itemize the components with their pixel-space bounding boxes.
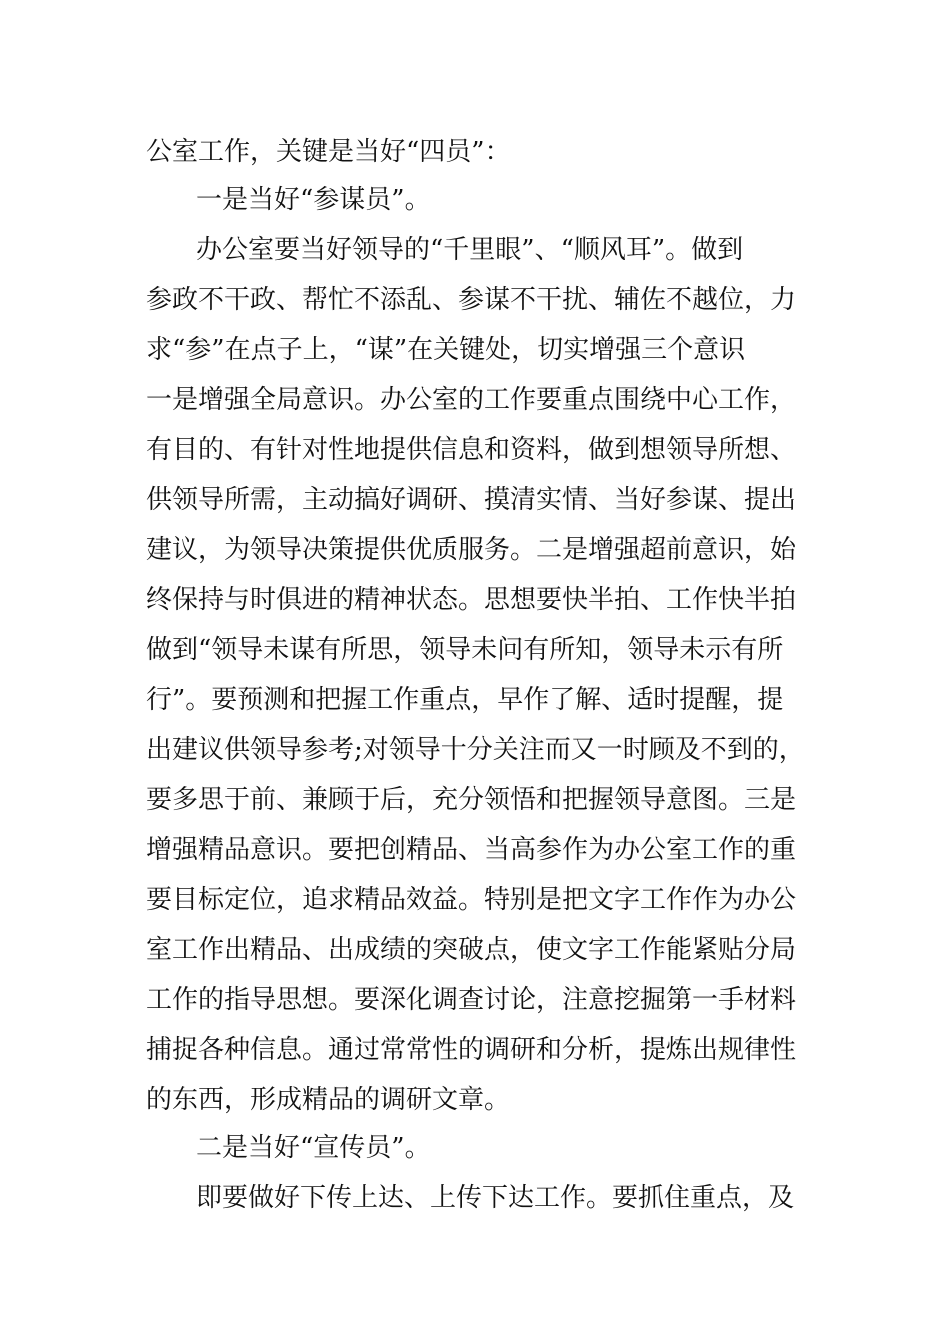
paragraph-line: 一是增强全局意识。办公室的工作要重点围绕中心工作， xyxy=(146,385,797,415)
section-heading: 一是当好“参谋员”。 xyxy=(196,185,431,215)
paragraph-line: 办公室要当好领导的“千里眼”、“顺风耳”。做到 xyxy=(196,235,744,265)
paragraph-line: 出建议供领导参考;对领导十分关注而又一时顾及不到的， xyxy=(146,735,805,765)
paragraph-line: 的东西，形成精品的调研文章。 xyxy=(146,1085,511,1115)
paragraph-line: 参政不干政、帮忙不添乱、参谋不干扰、辅佐不越位，力 xyxy=(146,285,797,315)
paragraph-line: 工作的指导思想。要深化调查讨论，注意挖掘第一手材料 xyxy=(146,985,797,1015)
paragraph-line: 建议，为领导决策提供优质服务。二是增强超前意识，始 xyxy=(146,535,797,565)
paragraph-line: 要多思于前、兼顾于后，充分领悟和把握领导意图。三是 xyxy=(146,785,797,815)
paragraph-line: 终保持与时俱进的精神状态。思想要快半拍、工作快半拍 xyxy=(146,585,797,615)
paragraph-line: 供领导所需，主动搞好调研、摸清实情、当好参谋、提出 xyxy=(146,485,797,515)
paragraph-line: 增强精品意识。要把创精品、当高参作为办公室工作的重 xyxy=(146,835,797,865)
paragraph-line: 即要做好下传上达、上传下达工作。要抓住重点，及 xyxy=(196,1183,795,1213)
paragraph-line: 室工作出精品、出成绩的突破点，使文字工作能紧贴分局 xyxy=(146,935,797,965)
paragraph-line: 做到“领导未谋有所思，领导未问有所知，领导未示有所 xyxy=(146,635,784,665)
section-heading: 二是当好“宣传员”。 xyxy=(196,1133,431,1163)
text-line: 公室工作，关键是当好“四员”： xyxy=(146,137,511,167)
paragraph-line: 有目的、有针对性地提供信息和资料，做到想领导所想、 xyxy=(146,435,797,465)
paragraph-line: 捕捉各种信息。通过常常性的调研和分析，提炼出规律性 xyxy=(146,1035,797,1065)
paragraph-line: 行”。要预测和把握工作重点，早作了解、适时提醒，提 xyxy=(146,685,784,715)
paragraph-line: 求“参”在点子上，“谋”在关键处，切实增强三个意识 xyxy=(146,335,746,365)
paragraph-line: 要目标定位，追求精品效益。特别是把文字工作作为办公 xyxy=(146,885,797,915)
